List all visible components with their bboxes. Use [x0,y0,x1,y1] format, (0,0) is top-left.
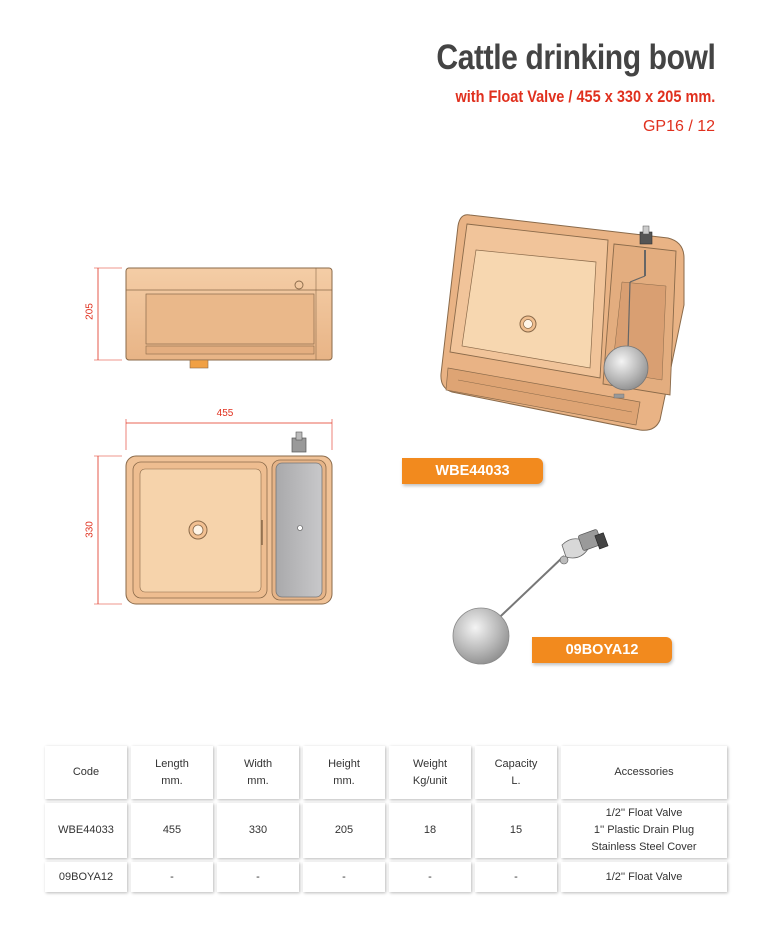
header-code: Code [45,746,127,799]
header-capacity: Capacity L. [475,746,557,799]
page-title: Cattle drinking bowl [435,38,715,77]
cell-weight: - [389,862,471,892]
cell-length: - [131,862,213,892]
header-length: Length mm. [131,746,213,799]
cell-capacity: 15 [475,803,557,858]
width-dimension-label: 330 [84,521,96,538]
cell-code: 09BOYA12 [45,862,127,892]
table-row [45,803,727,858]
page-subtitle: with Float Valve / 455 x 330 x 205 mm. [455,88,715,106]
valve-code-tag: 09BOYA12 [532,637,672,663]
perspective-view-drawing [441,215,684,431]
cell-code: WBE44033 [45,803,127,858]
header-width: Width mm. [217,746,299,799]
specification-table [41,742,731,896]
cell-width: 330 [217,803,299,858]
side-view-drawing [94,268,332,368]
cell-accessories: 1/2'' Float Valve 1'' Plastic Drain Plug Stainless Steel Cover [561,803,727,858]
cell-length: 455 [131,803,213,858]
cell-weight: 18 [389,803,471,858]
header-accessories: Accessories [561,746,727,799]
header-weight: Weight Kg/unit [389,746,471,799]
cell-height: 205 [303,803,385,858]
height-dimension-label: 205 [84,303,96,320]
bowl-code-tag: WBE44033 [402,458,543,484]
table-row [45,862,727,892]
table-header-row [45,746,727,799]
cell-accessories: 1/2'' Float Valve [561,862,727,892]
cell-width: - [217,862,299,892]
header-height: Height mm. [303,746,385,799]
product-reference: GP16 / 12 [642,118,715,135]
cell-height: - [303,862,385,892]
top-view-drawing [94,419,332,604]
length-dimension-label: 455 [216,408,234,419]
cell-capacity: - [475,862,557,892]
